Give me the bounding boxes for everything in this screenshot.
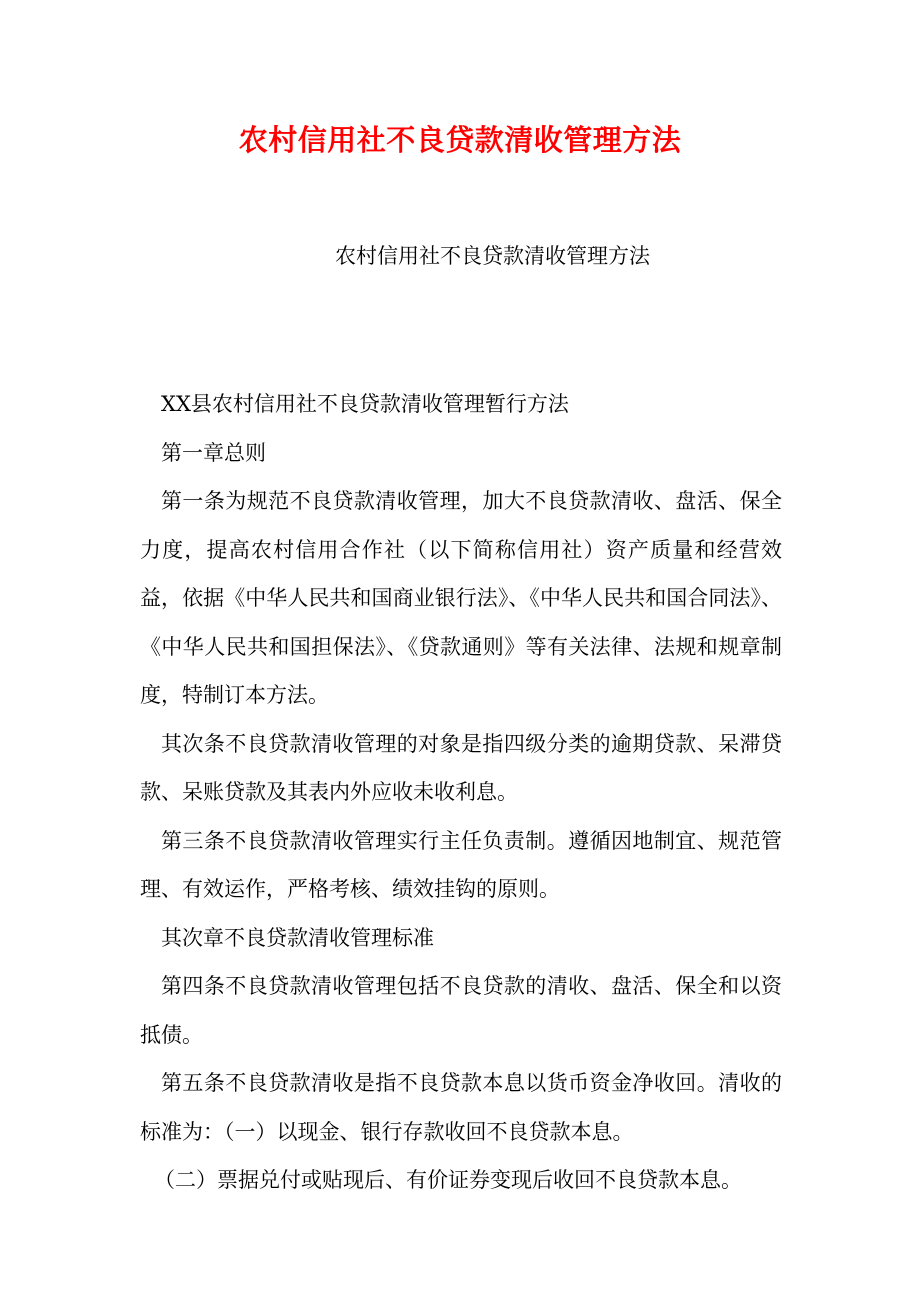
document-subtitle: 农村信用社不良贷款清收管理方法 [335,244,650,268]
article-3: 第三条不良贷款清收管理实行主任负责制。遵循因地制宜、规范管理、有效运作，严格考核、绩效挂钩的原则。 [140,828,782,901]
article-1: 第一条为规范不良贷款清收管理，加大不良贷款清收、盘活、保全力度，提高农村信用合作社（以下简称信用社）资产质量和经营效益，依据《中华人民共和国商业银行法》、《中华人民共和国合同法》、《中华人民共和国担保法》、《贷款通则》等有关法律、法规和规章制度，特制订本方法。 [140,489,782,707]
article-2: 其次条不良贷款清收管理的对象是指四级分类的逾期贷款、呆滞贷款、呆账贷款及其表内外应收未收利息。 [140,731,782,804]
document-title: 农村信用社不良贷款清收管理方法 [238,123,682,157]
article-5-item-2: （二）票据兑付或贴现后、有价证券变现后收回不良贷款本息。 [154,1168,742,1192]
document-body [140,380,782,1205]
article-5: 第五条不良贷款清收是指不良贷款本息以货币资金净收回。清收的标准为：（一）以现金、银行存款收回不良贷款本息。 [140,1071,782,1144]
chapter-heading: 第一章总则 [161,440,266,465]
article-4: 第四条不良贷款清收管理包括不良贷款的清收、盘活、保全和以资抵债。 [140,974,782,1047]
paragraph-heading: XX县农村信用社不良贷款清收管理暂行方法 [161,392,569,416]
chapter-heading: 其次章不良贷款清收管理标准 [161,925,434,950]
